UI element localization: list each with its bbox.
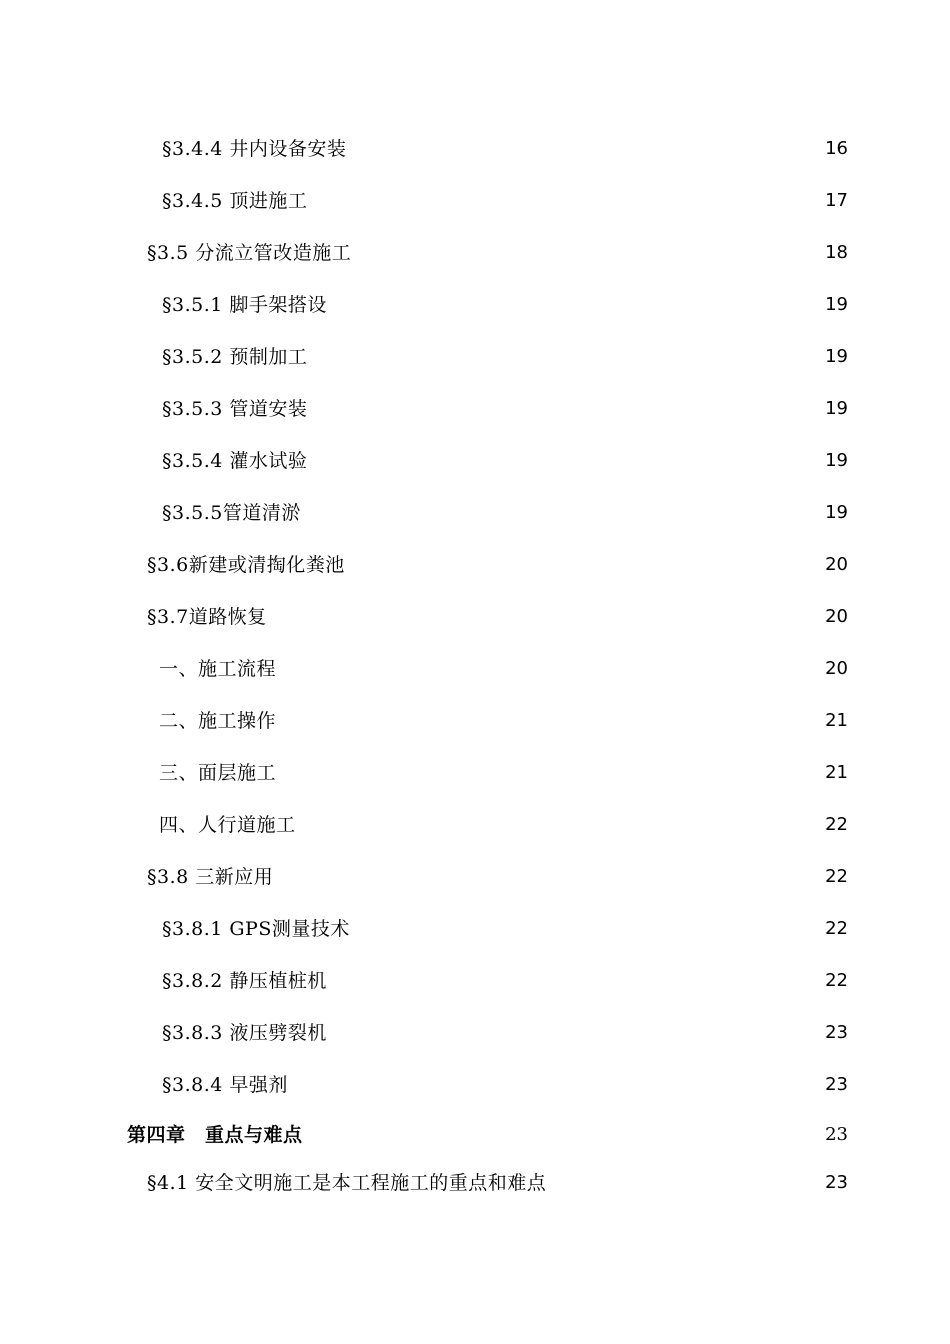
toc-entry-title: §3.4.4 井内设备安装 [162, 138, 347, 160]
toc-page-number: 20 [825, 606, 848, 627]
toc-dot-leader [309, 345, 823, 369]
toc-dot-leader [309, 189, 823, 213]
toc-page-number: 23 [825, 1022, 848, 1043]
toc-page-number: 19 [825, 398, 848, 419]
toc-dot-leader [329, 969, 823, 993]
toc-entry-title: §3.8.4 早强剂 [162, 1074, 288, 1096]
toc-entry-title: §3.5.1 脚手架搭设 [162, 294, 327, 316]
toc-entry-3-8-2[interactable] [162, 963, 848, 993]
toc-page-number: 23 [825, 1172, 848, 1193]
toc-entry-chapter-4[interactable] [127, 1117, 848, 1147]
toc-page-number: 22 [825, 866, 848, 887]
toc-page-number: 17 [825, 190, 848, 211]
toc-entry-title: §3.8.1 GPS测量技术 [162, 918, 350, 940]
toc-page-number: 21 [825, 762, 848, 783]
toc-entry-title: §3.5.4 灌水试验 [162, 450, 308, 472]
toc-page-number: 19 [825, 346, 848, 367]
toc-entry-3-5-4[interactable] [162, 443, 848, 473]
toc-entry-3-4-5[interactable] [162, 183, 848, 213]
toc-entry-3-5[interactable] [147, 235, 848, 265]
toc-dot-leader [309, 449, 823, 473]
toc-page-number: 16 [825, 138, 848, 159]
toc-entry-3-5-3[interactable] [162, 391, 848, 421]
toc-entry-title: §3.5.5管道清淤 [162, 502, 301, 524]
toc-entry-3-7[interactable] [147, 599, 848, 629]
toc-entry-3-8-4[interactable] [162, 1067, 848, 1097]
toc-entry-title: §3.8 三新应用 [147, 866, 274, 888]
toc-entry-title: §3.5.3 管道安装 [162, 398, 308, 420]
toc-dot-leader [278, 709, 823, 733]
toc-entry-title: §3.5 分流立管改造施工 [147, 242, 352, 264]
toc-dot-leader [278, 657, 823, 681]
toc-page-number: 18 [825, 242, 848, 263]
toc-entry-surface-construction[interactable] [159, 755, 848, 785]
toc-entry-sidewalk-construction[interactable] [159, 807, 848, 837]
toc-entry-title: §3.7道路恢复 [147, 606, 267, 628]
toc-dot-leader [275, 865, 823, 889]
toc-entry-title: §3.6新建或清掏化粪池 [147, 554, 345, 576]
toc-page-number: 19 [825, 502, 848, 523]
toc-dot-leader [298, 813, 824, 837]
toc-dot-leader [309, 397, 823, 421]
toc-entry-3-8-1[interactable] [162, 911, 848, 941]
toc-dot-leader [305, 1123, 824, 1147]
toc-entry-title: 三、面层施工 [159, 762, 277, 784]
toc-page-number: 21 [825, 710, 848, 731]
toc-page-number: 22 [825, 970, 848, 991]
toc-dot-leader [278, 761, 823, 785]
toc-page-number: 20 [825, 554, 848, 575]
toc-page-number: 19 [825, 294, 848, 315]
toc-entry-4-1[interactable] [147, 1165, 848, 1195]
toc-entry-3-8-3[interactable] [162, 1015, 848, 1045]
toc-page-number: 19 [825, 450, 848, 471]
toc-dot-leader [329, 293, 823, 317]
toc-dot-leader [269, 605, 823, 629]
toc-entry-construction-operation[interactable] [159, 703, 848, 733]
toc-entry-3-6[interactable] [147, 547, 848, 577]
toc-entry-construction-flow[interactable] [159, 651, 848, 681]
toc-chapter-title: 第四章 重点与难点 [127, 1124, 303, 1146]
toc-entry-title: 四、人行道施工 [159, 814, 296, 836]
toc-page-number: 22 [825, 814, 848, 835]
toc-dot-leader [329, 1021, 823, 1045]
toc-entry-title: §4.1 安全文明施工是本工程施工的重点和难点 [147, 1172, 547, 1194]
toc-page-number: 20 [825, 658, 848, 679]
toc-dot-leader [348, 137, 823, 161]
toc-entry-title: §3.8.3 液压劈裂机 [162, 1022, 327, 1044]
toc-page-number: 22 [825, 918, 848, 939]
toc-dot-leader [353, 241, 823, 265]
toc-entry-3-8[interactable] [147, 859, 848, 889]
toc-entry-3-5-5[interactable] [162, 495, 848, 525]
toc-dot-leader [290, 1073, 823, 1097]
toc-dot-leader [347, 553, 823, 577]
toc-page-number: 23 [825, 1074, 848, 1095]
toc-entry-3-4-4[interactable] [162, 131, 848, 161]
toc-page-number: 23 [825, 1124, 848, 1145]
toc-entry-title: §3.4.5 顶进施工 [162, 190, 308, 212]
toc-entry-3-5-1[interactable] [162, 287, 848, 317]
toc-entry-title: 一、施工流程 [159, 658, 277, 680]
toc-dot-leader [303, 501, 823, 525]
toc-dot-leader [548, 1171, 823, 1195]
toc-dot-leader [352, 917, 823, 941]
toc-entry-3-5-2[interactable] [162, 339, 848, 369]
toc-entry-title: §3.8.2 静压植桩机 [162, 970, 327, 992]
toc-entry-title: 二、施工操作 [159, 710, 277, 732]
toc-entry-title: §3.5.2 预制加工 [162, 346, 308, 368]
